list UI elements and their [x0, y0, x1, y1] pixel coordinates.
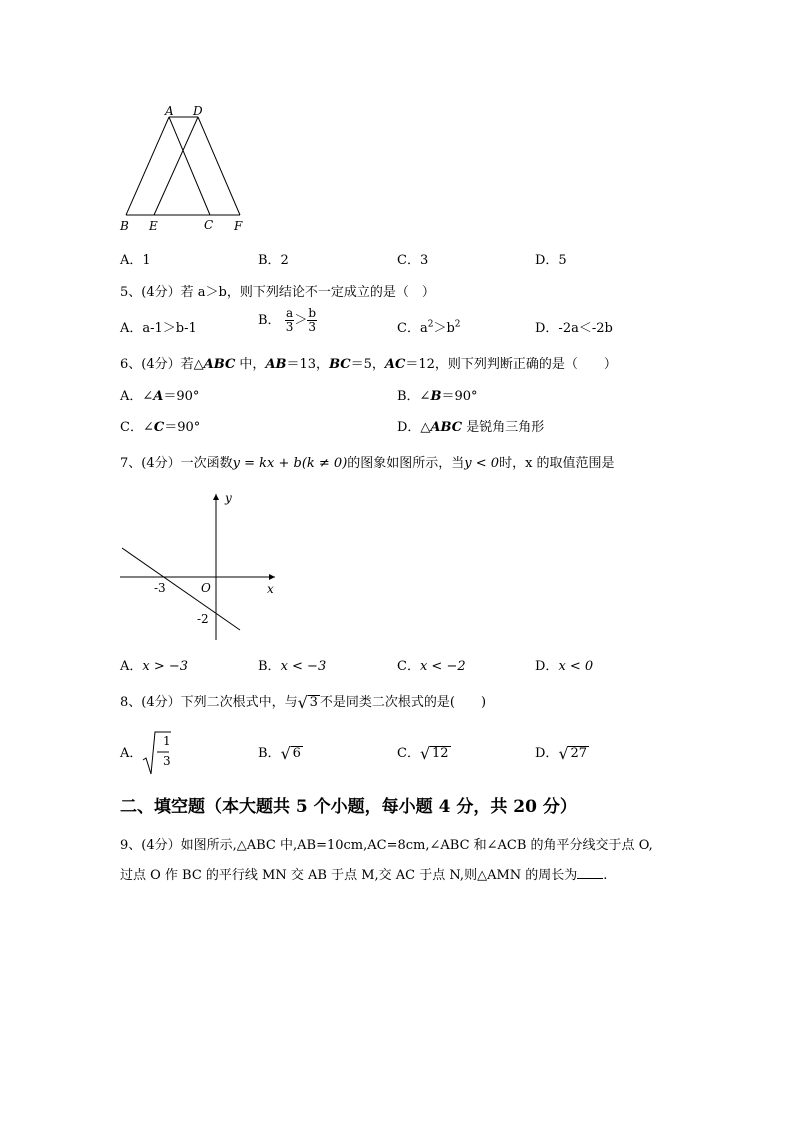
- origin-label: O: [201, 581, 211, 595]
- q5-option-c-label: C．: [397, 321, 420, 336]
- q6-option-b-pre: B．∠: [397, 389, 431, 404]
- q6-stem: [120, 353, 617, 372]
- q6-stem-bc: BC: [329, 357, 351, 372]
- q8-option-d-radicand: 27: [570, 746, 587, 761]
- q8-stem-pre: 8、(4分）下列二次根式中，与: [120, 695, 298, 710]
- q9-line-2-text: 过点 O 作 BC 的平行线 MN 交 AB 于点 M,交 AC 于点 N,则△AMN 的周长为: [120, 868, 578, 883]
- q7-option-a-expr: x > −3: [142, 659, 189, 674]
- label-d: D: [193, 104, 203, 118]
- q6-option-b-var: B: [430, 389, 442, 404]
- q5-option-b[interactable]: [258, 307, 317, 334]
- q8-option-c-label: C．: [397, 746, 420, 761]
- q7-option-d[interactable]: [535, 655, 593, 674]
- q6-option-c-pre: C．∠: [120, 420, 154, 435]
- label-c: C: [204, 218, 214, 232]
- q5-option-c-rel: ＞: [433, 321, 447, 336]
- q7-formula: y = kx + b(k ≠ 0): [232, 456, 348, 471]
- q7-condition: y < 0: [464, 456, 500, 471]
- q8-option-d-label: D．: [535, 746, 559, 761]
- q6-option-d-post: 是锐角三角形: [462, 420, 545, 435]
- q5-stem: 5、(4分）若 a＞b，则下列结论不一定成立的是（ ）: [120, 285, 435, 300]
- q8-option-c[interactable]: [397, 742, 451, 761]
- q5-frac-b-num: b: [308, 306, 317, 320]
- q6-option-a-var: A: [153, 389, 164, 404]
- q7-option-d-label: D．: [535, 659, 559, 674]
- q8-option-b-label: B．: [258, 746, 281, 761]
- q8-stem-radicand: 3: [309, 695, 318, 710]
- q6-option-a-post: ＝90°: [163, 389, 200, 404]
- q7-stem: [120, 452, 615, 471]
- q8-option-d-sqrt: [558, 746, 589, 761]
- label-a: A: [165, 104, 174, 118]
- q7-option-b-label: B．: [258, 659, 281, 674]
- q8-option-b-radicand: 6: [292, 746, 301, 761]
- segment-de: [154, 117, 198, 215]
- label-b: B: [120, 219, 129, 233]
- q5-option-c-b: b: [446, 321, 455, 336]
- q7-option-c-expr: x < −2: [419, 659, 466, 674]
- q8-stem-post: 不是同类二次根式的是( ): [319, 695, 487, 710]
- q5-option-a[interactable]: A．a-1＞b-1: [120, 321, 197, 336]
- q9-line-2-end: .: [603, 868, 608, 883]
- q8-option-a-den: 3: [163, 754, 171, 768]
- q6-stem-eq2: ＝5，: [350, 357, 385, 372]
- q4-option-b[interactable]: B．2: [258, 253, 289, 268]
- q9-line-1: 9、(4分）如图所示,△ABC 中,AB=10cm,AC=8cm,∠ABC 和∠ACB 的角平分线交于点 O,: [120, 838, 653, 853]
- q6-option-c[interactable]: [120, 416, 200, 435]
- q6-option-b-post: ＝90°: [441, 389, 478, 404]
- q5-option-b-label: B．: [258, 313, 281, 328]
- q4-option-a[interactable]: A．1: [120, 253, 151, 268]
- q5-option-b-rel: ＞: [294, 313, 308, 328]
- q9-line-2: [120, 864, 607, 883]
- q5-option-c-sup1: 2: [427, 319, 434, 330]
- q6-stem-eq3: ＝12，则下列判断正确的是（ ）: [405, 357, 617, 372]
- triangle-figure: [110, 100, 260, 235]
- q8-option-c-sqrt: [420, 746, 451, 761]
- q6-option-c-post: ＝90°: [164, 420, 201, 435]
- sqrt-symbol: √: [280, 744, 291, 763]
- q6-option-a-pre: A．∠: [120, 389, 154, 404]
- y-axis-label: y: [225, 491, 232, 505]
- section-two-heading: 二、填空题（本大题共 5 个小题，每小题 4 分，共 20 分）: [120, 797, 577, 817]
- q5-frac-b: [307, 307, 317, 334]
- q6-stem-ab: AB: [265, 357, 287, 372]
- sqrt-symbol: √: [297, 693, 308, 712]
- q8-option-c-radicand: 12: [431, 746, 449, 761]
- q8-stem-sqrt: [298, 695, 320, 710]
- q5-option-c[interactable]: [397, 317, 461, 336]
- q7-option-a-label: A．: [120, 659, 143, 674]
- label-f: F: [234, 219, 243, 233]
- q8-option-b[interactable]: [258, 742, 303, 761]
- q6-stem-mid: 中，: [235, 357, 266, 372]
- q5-option-d[interactable]: D．-2a＜-2b: [535, 321, 613, 336]
- q6-stem-abc: ABC: [203, 357, 236, 372]
- q8-option-a[interactable]: [120, 730, 172, 776]
- q7-option-b-expr: x < −3: [280, 659, 327, 674]
- q7-option-a[interactable]: [120, 655, 188, 674]
- q5-frac-b-den: 3: [308, 320, 317, 334]
- sqrt-symbol: √: [419, 744, 431, 763]
- q8-option-b-sqrt: [281, 746, 303, 761]
- segment-ab: [126, 117, 169, 215]
- q6-option-a[interactable]: [120, 385, 199, 404]
- q5-option-c-sup2: 2: [454, 319, 461, 330]
- q4-option-c[interactable]: C．3: [397, 253, 429, 268]
- q7-option-c[interactable]: [397, 655, 466, 674]
- q6-stem-eq1: ＝13，: [286, 357, 330, 372]
- q6-option-d-pre: D．△: [397, 420, 431, 435]
- q7-stem-post: 时，x 的取值范围是: [499, 456, 615, 471]
- label-e: E: [149, 219, 158, 233]
- function-line: [122, 548, 240, 630]
- q6-stem-ac: AC: [384, 357, 406, 372]
- q7-stem-mid: 的图象如图所示，当: [347, 456, 465, 471]
- q8-option-a-num: 1: [163, 734, 171, 748]
- q5-frac-a: [285, 307, 295, 334]
- x-intercept-label: -3: [154, 581, 166, 595]
- y-intercept-label: -2: [197, 612, 209, 626]
- q8-stem: [120, 691, 486, 710]
- sqrt-symbol: √: [558, 744, 569, 763]
- q5-frac-a-den: 3: [285, 320, 294, 334]
- q7-option-b[interactable]: [258, 655, 326, 674]
- q5-frac-a-num: a: [285, 306, 294, 320]
- q5-option-c-a: a: [419, 321, 428, 336]
- q6-option-d[interactable]: [397, 416, 544, 435]
- q7-stem-pre: 7、(4分）一次函数: [120, 456, 233, 471]
- q7-option-d-expr: x < 0: [558, 659, 594, 674]
- q6-option-d-var: ABC: [430, 420, 463, 435]
- q8-option-d[interactable]: [535, 742, 589, 761]
- q4-option-d[interactable]: D．5: [535, 253, 567, 268]
- q7-option-c-label: C．: [397, 659, 420, 674]
- linear-function-graph: [115, 488, 285, 643]
- x-axis-label: x: [267, 582, 274, 596]
- q9-answer-blank[interactable]: [577, 866, 603, 879]
- q6-stem-pre: 6、(4分）若△: [120, 357, 204, 372]
- q6-option-b[interactable]: [397, 385, 478, 404]
- q8-option-a-label: A．: [120, 746, 143, 761]
- q6-option-c-var: C: [153, 420, 165, 435]
